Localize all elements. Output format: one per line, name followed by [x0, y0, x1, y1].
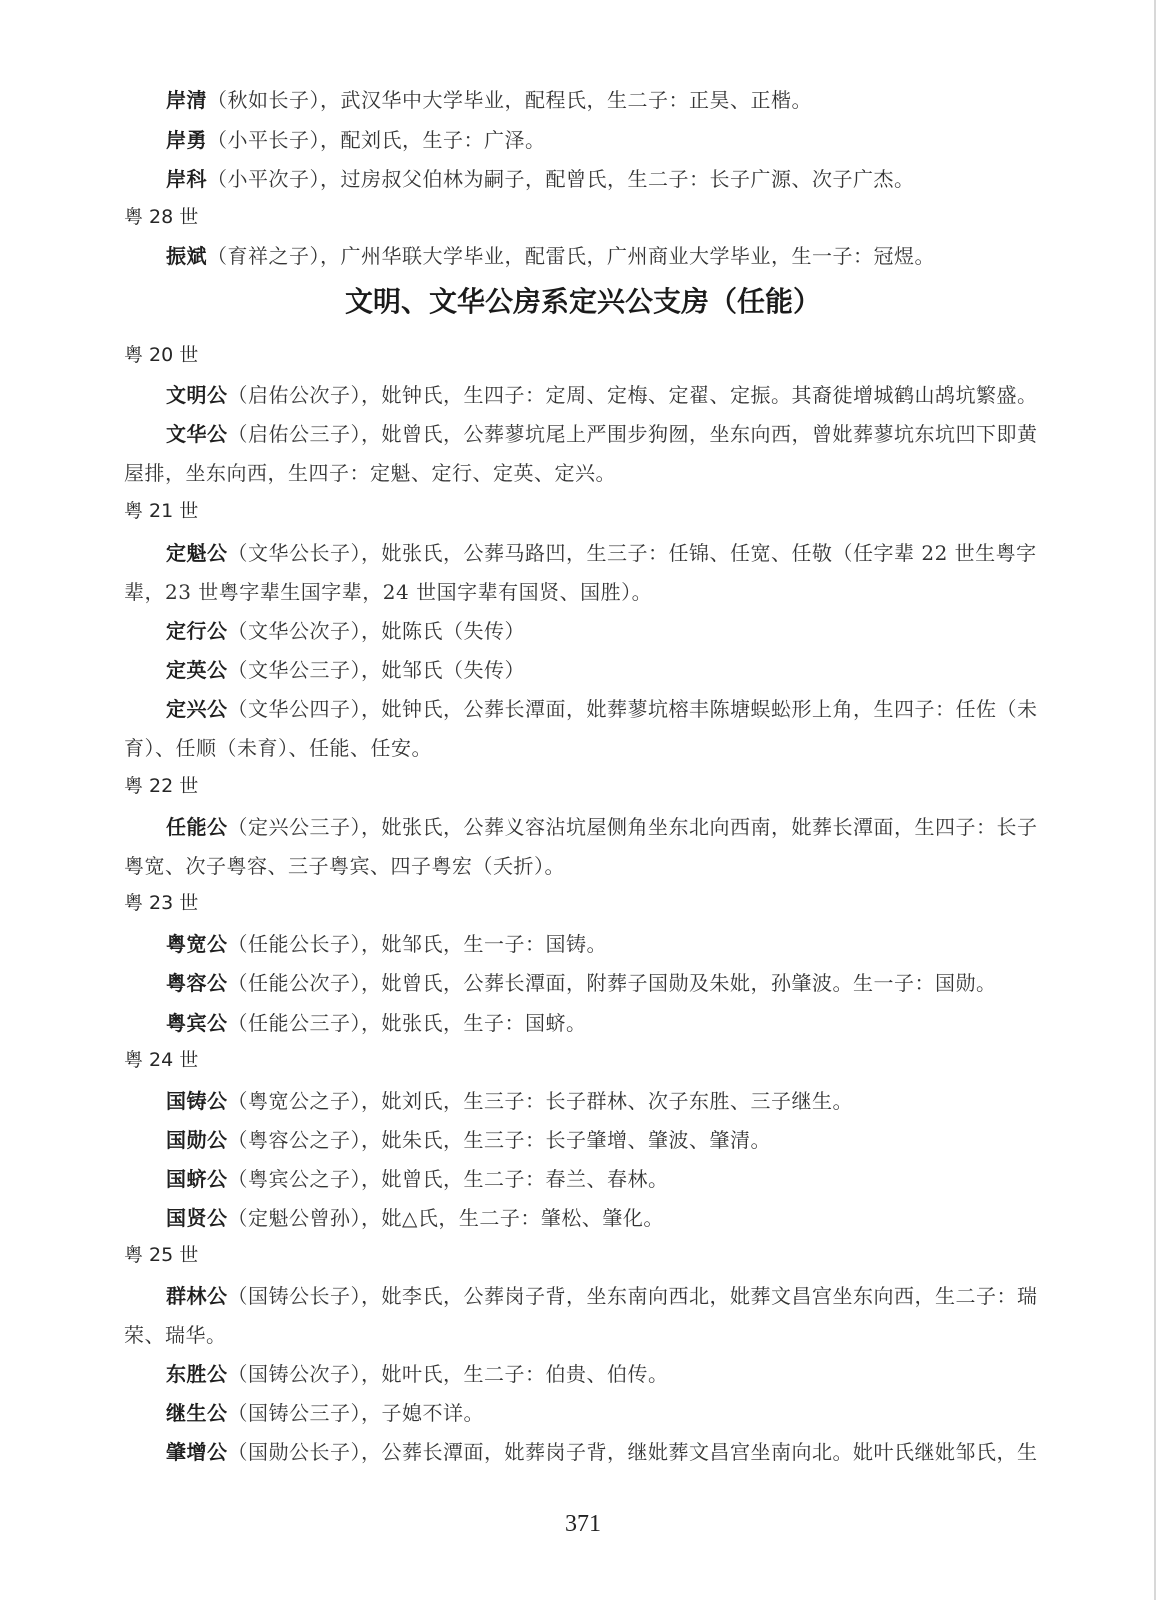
entry-qunlin	[166, 1284, 1038, 1308]
entry-name: 定英公	[166, 658, 228, 682]
entry-name: 继生公	[166, 1401, 228, 1425]
entry-desc: （启佑公次子），妣钟氏，生四子：定周、定梅、定翟、定振。其裔徙增城鹤山鸪坑繁盛。	[227, 383, 1038, 407]
entry-zhenbin	[166, 244, 935, 268]
entry-jisheng	[166, 1401, 484, 1425]
entry-name: 定兴公	[166, 697, 228, 721]
entry-dongsheng	[166, 1362, 669, 1386]
entry-name: 国贤公	[166, 1206, 228, 1230]
entry-guoxian	[166, 1206, 664, 1230]
section-title: 文明、文华公房系定兴公支房（任能）	[344, 285, 821, 318]
entry-name: 粤宾公	[166, 1011, 228, 1035]
entry-dingkui	[166, 541, 1037, 565]
entry-guoqi	[166, 1167, 669, 1191]
entry-name: 振斌	[166, 244, 207, 268]
entry-name: 岸勇	[166, 128, 207, 152]
entry-qunlin-cont	[124, 1323, 227, 1347]
entry-desc: （国铸公次子），妣叶氏，生二子：伯贵、伯传。	[227, 1362, 669, 1386]
entry-dingxing	[166, 619, 525, 643]
entry-dingxing-4-cont	[124, 736, 432, 760]
entry-desc: （文华公三子），妣邹氏（失传）	[227, 658, 525, 682]
entry-desc: （任能公长子），妣邹氏，生一子：国铸。	[227, 932, 607, 956]
entry-yuebin	[166, 1011, 587, 1035]
entry-wenhua	[166, 422, 1038, 446]
entry-yuerong	[166, 971, 997, 995]
generation-heading-24: 粤 24 世	[124, 1049, 199, 1071]
entry-name: 肇增公	[166, 1440, 228, 1464]
entry-desc: （文华公四子），妣钟氏，公葬长潭面，妣葬蓼坑榕丰陈塘蜈蚣形上角，生四子：任佐（未	[227, 697, 1038, 721]
entry-name: 岸清	[166, 88, 207, 112]
entry-desc: （定魁公曾孙），妣△氏，生二子：肇松、肇化。	[227, 1206, 664, 1230]
entry-desc: （文华公长子），妣张氏，公葬马路凹，生三子：任锦、任宽、任敬（任字辈 22 世生粤字	[227, 541, 1037, 565]
page-edge-shadow	[1154, 0, 1156, 1600]
entry-anyong	[166, 128, 546, 152]
entry-desc: （粤宾公之子），妣曾氏，生二子：春兰、春林。	[227, 1167, 669, 1191]
entry-desc: 荣、瑞华。	[124, 1323, 227, 1347]
entry-name: 国勋公	[166, 1128, 228, 1152]
entry-dingxing-4	[166, 697, 1038, 721]
generation-heading-22: 粤 22 世	[124, 775, 199, 797]
entry-desc: （国勋公长子），公葬长潭面，妣葬岗子背，继妣葬文昌宫坐南向北。妣叶氏继妣邹氏，生	[227, 1440, 1038, 1464]
entry-desc: （粤容公之子），妣朱氏，生三子：长子肇增、肇波、肇清。	[227, 1128, 771, 1152]
entry-desc: 粤宽、次子粤容、三子粤宾、四子粤宏（夭折）。	[124, 854, 565, 878]
entry-name: 定魁公	[166, 541, 228, 565]
entry-desc: 辈，23 世粤字辈生国字辈，24 世国字辈有国贤、国胜）。	[124, 580, 653, 604]
entry-desc: （小平次子），过房叔父伯林为嗣子，配曾氏，生二子：长子广源、次子广杰。	[207, 167, 915, 191]
entry-wenhua-cont	[124, 461, 616, 485]
entry-renneng	[166, 815, 1038, 839]
entry-dingying	[166, 658, 525, 682]
entry-name: 群林公	[166, 1284, 228, 1308]
entry-desc: （粤宽公之子），妣刘氏，生三子：长子群林、次子东胜、三子继生。	[227, 1089, 853, 1113]
entry-name: 文华公	[166, 422, 228, 446]
generation-heading-23: 粤 23 世	[124, 892, 199, 914]
entry-anqing	[166, 88, 812, 112]
entry-desc: （国铸公三子），子媳不详。	[227, 1401, 484, 1425]
entry-desc: （国铸公长子），妣李氏，公葬岗子背，坐东南向西北，妣葬文昌宫坐东向西，生二子：瑞	[227, 1284, 1038, 1308]
entry-name: 国铸公	[166, 1089, 228, 1113]
entry-desc: （小平长子），配刘氏，生子：广泽。	[207, 128, 546, 152]
entry-dingkui-cont	[124, 580, 652, 604]
entry-name: 粤宽公	[166, 932, 228, 956]
entry-name: 国蛴公	[166, 1167, 228, 1191]
entry-name: 定行公	[166, 619, 228, 643]
entry-desc: （文华公次子），妣陈氏（失传）	[227, 619, 525, 643]
entry-desc: （任能公次子），妣曾氏，公葬长潭面，附葬子国勋及朱妣，孙肇波。生一子：国勋。	[227, 971, 997, 995]
entry-name: 东胜公	[166, 1362, 228, 1386]
entry-guoxun	[166, 1128, 771, 1152]
generation-heading-25: 粤 25 世	[124, 1244, 199, 1266]
entry-name: 岸科	[166, 167, 207, 191]
entry-renneng-cont	[124, 854, 565, 878]
entry-desc: （启佑公三子），妣曾氏，公葬蓼坑尾上严围步狗囫，坐东向西，曾妣葬蓼坑东坑凹下即黄	[227, 422, 1038, 446]
entry-zhaozeng	[166, 1440, 1038, 1464]
entry-desc: （定兴公三子），妣张氏，公葬义容沾坑屋侧角坐东北向西南，妣葬长潭面，生四子：长子	[227, 815, 1038, 839]
generation-heading-20: 粤 20 世	[124, 344, 199, 366]
entry-name: 文明公	[166, 383, 228, 407]
entry-name: 任能公	[166, 815, 228, 839]
entry-desc: （任能公三子），妣张氏，生子：国蛴。	[227, 1011, 587, 1035]
entry-desc: （秋如长子），武汉华中大学毕业，配程氏，生二子：正昊、正楷。	[207, 88, 812, 112]
entry-wenming	[166, 383, 1038, 407]
page-number: 371	[565, 1511, 601, 1537]
entry-desc: （育祥之子），广州华联大学毕业，配雷氏，广州商业大学毕业，生一子：冠煜。	[207, 244, 935, 268]
entry-name: 粤容公	[166, 971, 228, 995]
entry-desc: 屋排，坐东向西，生四子：定魁、定行、定英、定兴。	[124, 461, 616, 485]
entry-desc: 育）、任顺（未育）、任能、任安。	[124, 736, 432, 760]
entry-guozhu	[166, 1089, 853, 1113]
generation-heading-28: 粤 28 世	[124, 206, 199, 228]
entry-anke	[166, 167, 915, 191]
generation-heading-21: 粤 21 世	[124, 500, 199, 522]
entry-yuekuan	[166, 932, 607, 956]
